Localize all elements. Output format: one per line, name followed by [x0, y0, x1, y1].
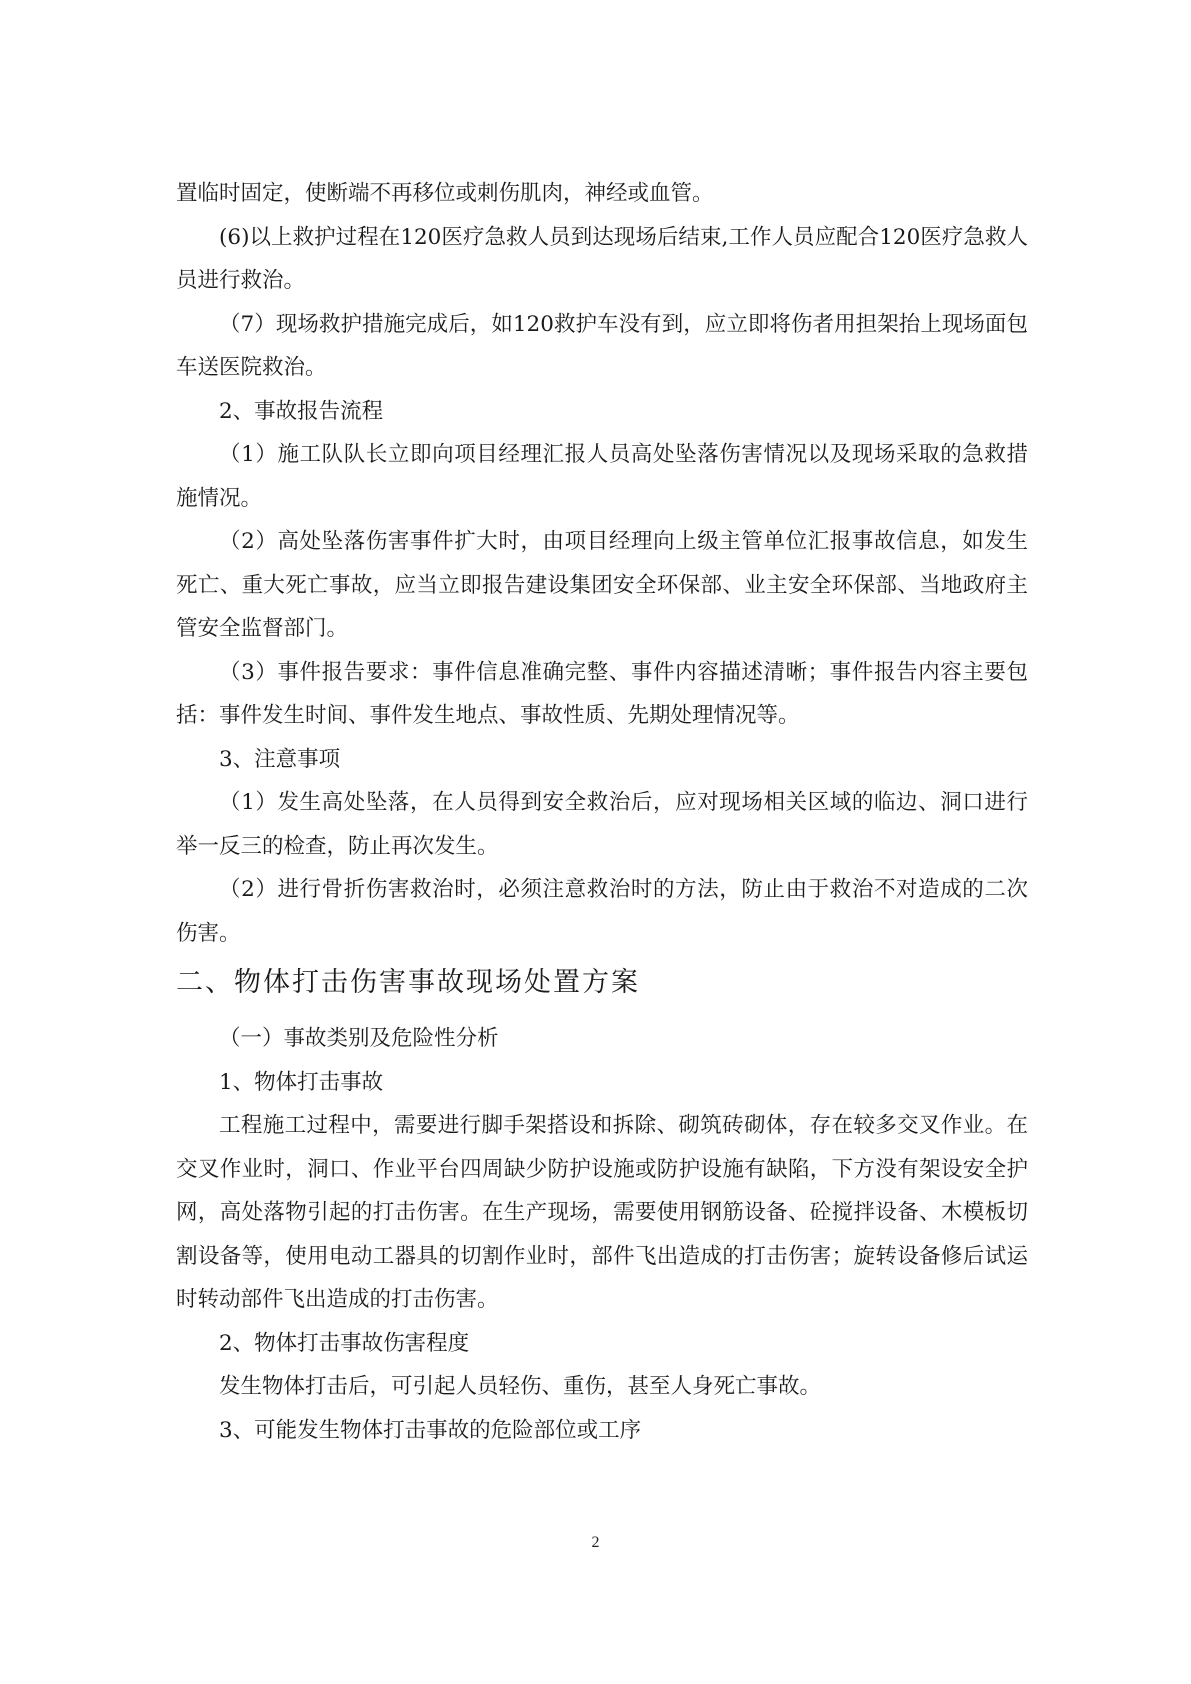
paragraph: 2、事故报告流程	[219, 398, 384, 424]
paragraph: （7）现场救护措施完成后，如120救护车没有到，应立即将伤者用担架抬上现场面包车送医院救治。	[176, 311, 1028, 380]
section-heading: 二、物体打击伤害事故现场处置方案	[176, 967, 640, 998]
paragraph: （2）进行骨折伤害救治时，必须注意救治时的方法，防止由于救治不对造成的二次伤害。	[176, 877, 1028, 946]
page-content	[176, 172, 1028, 1452]
paragraph: 置临时固定，使断端不再移位或刺伤肌肉，神经或血管。	[176, 181, 714, 206]
paragraph: （2）高处坠落伤害事件扩大时，由项目经理向上级主管单位汇报事故信息，如发生死亡、重大死亡事故，应当立即报告建设集团安全环保部、业主安全环保部、当地政府主管安全监督部门。	[176, 529, 1028, 641]
paragraph: （1）发生高处坠落，在人员得到安全救治后，应对现场相关区域的临边、洞口进行举一反三的检查，防止再次发生。	[176, 790, 1028, 859]
paragraph: （1）施工队队长立即向项目经理汇报人员高处坠落伤害情况以及现场采取的急救措施情况。	[176, 442, 1028, 511]
paragraph: 工程施工过程中，需要进行脚手架搭设和拆除、砌筑砖砌体，存在较多交叉作业。在交叉作业时，洞口、作业平台四周缺少防护设施或防护设施有缺陷，下方没有架设安全护网，高处落物引起的打击伤害。在生产现场，需要使用钢筋设备、砼搅拌设备、木模板切割设备等，使用电动工器具的切割作业时，部件飞出造成的打击伤害；旋转设备修后试运时转动部件飞出造成的打击伤害。	[176, 1113, 1028, 1312]
paragraph: (6)以上救护过程在120医疗急救人员到达现场后结束,工作人员应配合120医疗急救人员进行救治。	[176, 224, 1028, 293]
page-number: 2	[591, 1534, 600, 1551]
paragraph: 2、物体打击事故伤害程度	[219, 1330, 470, 1356]
paragraph: 3、可能发生物体打击事故的危险部位或工序	[219, 1417, 642, 1443]
accident-response-section	[176, 172, 1028, 955]
paragraph: 发生物体打击后，可引起人员轻伤、重伤，甚至人身死亡事故。	[219, 1374, 822, 1399]
paragraph: 3、注意事项	[219, 746, 341, 772]
paragraph: （3）事件报告要求：事件信息准确完整、事件内容描述清晰；事件报告内容主要包括：事件发生时间、事件发生地点、事故性质、先期处理情况等。	[176, 659, 1028, 728]
paragraph: 1、物体打击事故	[219, 1069, 384, 1095]
paragraph: （一）事故类别及危险性分析	[219, 1026, 499, 1051]
object-strike-section	[176, 1017, 1028, 1452]
